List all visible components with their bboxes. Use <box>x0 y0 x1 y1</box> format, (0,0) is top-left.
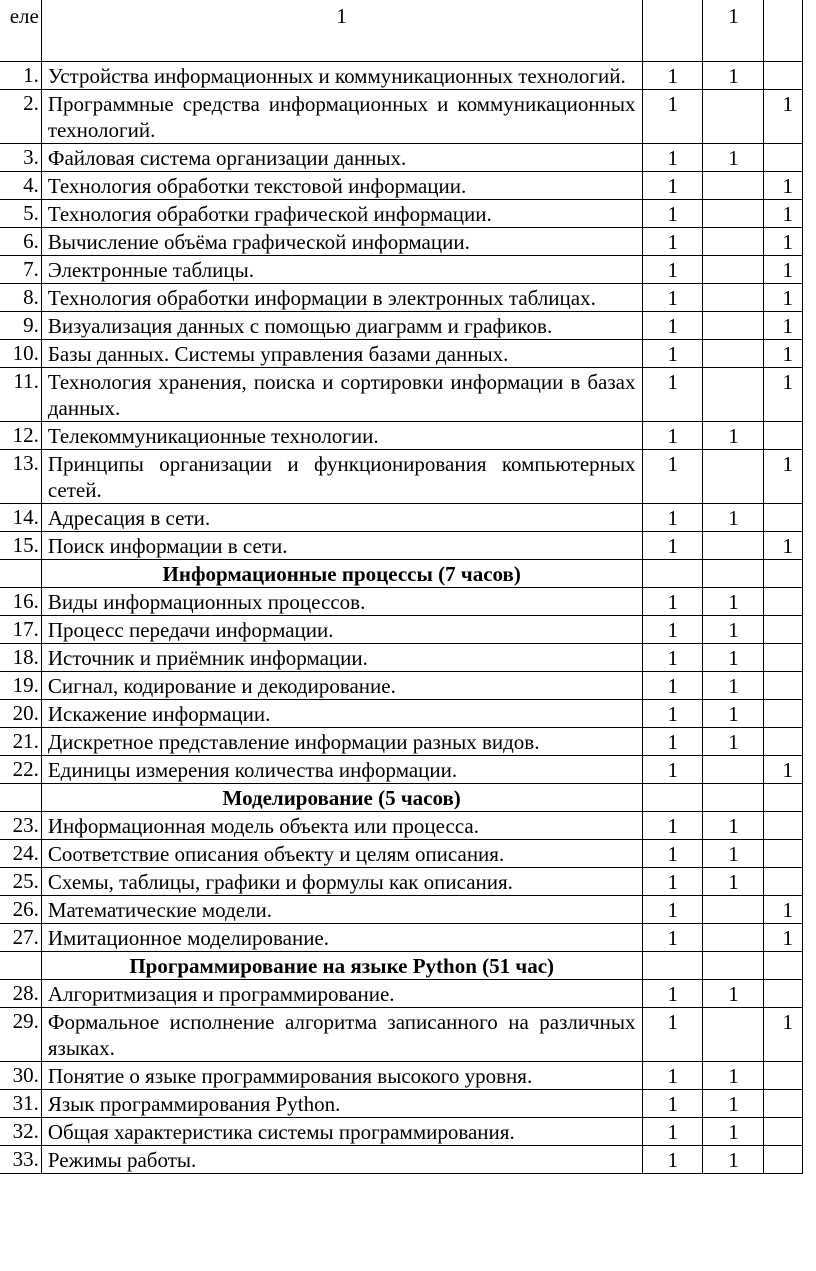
lesson-topic: Дискретное представление информации разных видов. <box>41 728 642 756</box>
hours-theory: 1 <box>703 616 764 644</box>
lesson-number: 25. <box>0 868 41 896</box>
hours-total: 1 <box>642 616 703 644</box>
hours-total: 1 <box>642 896 703 924</box>
hours-practice <box>763 62 802 90</box>
lesson-number: 33. <box>0 1146 41 1174</box>
hours-practice: 1 <box>763 256 802 284</box>
hours-theory <box>703 284 764 312</box>
lesson-topic: Соответствие описания объекту и целям описания. <box>41 840 642 868</box>
lesson-topic: Виды информационных процессов. <box>41 588 642 616</box>
table-row <box>0 172 803 200</box>
section-practice-cell <box>763 952 802 980</box>
lesson-number: 3. <box>0 144 41 172</box>
hours-practice: 1 <box>763 368 802 422</box>
table-row <box>0 340 803 368</box>
table-row <box>0 756 803 784</box>
table-row <box>0 532 803 560</box>
hours-practice: 1 <box>763 450 802 504</box>
hours-practice <box>763 588 802 616</box>
hours-practice: 1 <box>763 924 802 952</box>
lesson-topic: Режимы работы. <box>41 1146 642 1174</box>
hours-practice: 1 <box>763 312 802 340</box>
hours-theory <box>703 756 764 784</box>
hours-practice <box>763 504 802 532</box>
hours-theory: 1 <box>703 840 764 868</box>
hours-theory <box>703 200 764 228</box>
section-hours-cell <box>642 784 703 812</box>
hours-total: 1 <box>642 144 703 172</box>
hours-theory <box>703 256 764 284</box>
hours-practice: 1 <box>763 756 802 784</box>
hours-total: 1 <box>642 812 703 840</box>
table-row <box>0 1090 803 1118</box>
table-row <box>0 450 803 504</box>
hours-theory <box>703 228 764 256</box>
hours-theory: 1 <box>703 868 764 896</box>
section-row <box>0 952 803 980</box>
lesson-number: 7. <box>0 256 41 284</box>
lesson-topic: Общая характеристика системы программирования. <box>41 1118 642 1146</box>
lesson-topic: Программные средства информационных и коммуникационных технологий. <box>41 90 642 144</box>
hours-total: 1 <box>642 700 703 728</box>
table-row <box>0 368 803 422</box>
hours-practice: 1 <box>763 896 802 924</box>
table-row <box>0 616 803 644</box>
hours-total: 1 <box>642 644 703 672</box>
lesson-number: 16. <box>0 588 41 616</box>
hours-practice <box>763 1062 802 1090</box>
hours-theory: 1 <box>703 62 764 90</box>
table-row <box>0 728 803 756</box>
lesson-topic: Имитационное моделирование. <box>41 924 642 952</box>
lesson-topic: Сигнал, кодирование и декодирование. <box>41 672 642 700</box>
lesson-topic: Формальное исполнение алгоритма записанного на различных языках. <box>41 1008 642 1062</box>
hours-total: 1 <box>642 284 703 312</box>
table-row <box>0 812 803 840</box>
lesson-number: 10. <box>0 340 41 368</box>
lesson-topic: Процесс передачи информации. <box>41 616 642 644</box>
lesson-topic: Технология обработки информации в электронных таблицах. <box>41 284 642 312</box>
hours-theory <box>703 172 764 200</box>
lesson-number: 2. <box>0 90 41 144</box>
hours-theory: 1 <box>703 728 764 756</box>
lesson-number: 15. <box>0 532 41 560</box>
hours-practice <box>763 728 802 756</box>
section-title: Программирование на языке Python (51 час) <box>41 952 642 980</box>
hours-theory: 1 <box>703 812 764 840</box>
hours-practice <box>763 144 802 172</box>
hours-practice: 1 <box>763 532 802 560</box>
lesson-number: 21. <box>0 728 41 756</box>
table-row <box>0 62 803 90</box>
header-number-cell: еле <box>0 0 41 62</box>
lesson-topic: Единицы измерения количества информации. <box>41 756 642 784</box>
table-row <box>0 90 803 144</box>
hours-total: 1 <box>642 368 703 422</box>
lesson-topic: Информационная модель объекта или процесса. <box>41 812 642 840</box>
lesson-number: 19. <box>0 672 41 700</box>
hours-total: 1 <box>642 200 703 228</box>
hours-practice <box>763 616 802 644</box>
hours-practice <box>763 422 802 450</box>
table-row <box>0 144 803 172</box>
hours-practice <box>763 980 802 1008</box>
section-practice-cell <box>763 784 802 812</box>
hours-total: 1 <box>642 256 703 284</box>
hours-total: 1 <box>642 756 703 784</box>
hours-theory: 1 <box>703 504 764 532</box>
lesson-number: 8. <box>0 284 41 312</box>
lesson-topic: Электронные таблицы. <box>41 256 642 284</box>
section-theory-cell <box>703 952 764 980</box>
lesson-topic: Поиск информации в сети. <box>41 532 642 560</box>
hours-theory <box>703 340 764 368</box>
hours-practice <box>763 672 802 700</box>
lesson-number: 12. <box>0 422 41 450</box>
hours-total: 1 <box>642 450 703 504</box>
lesson-topic: Визуализация данных с помощью диаграмм и графиков. <box>41 312 642 340</box>
hours-total: 1 <box>642 868 703 896</box>
hours-total: 1 <box>642 228 703 256</box>
lesson-number: 23. <box>0 812 41 840</box>
table-header-row <box>0 0 803 62</box>
hours-practice: 1 <box>763 228 802 256</box>
lesson-topic: Технология обработки графической информации. <box>41 200 642 228</box>
hours-theory: 1 <box>703 700 764 728</box>
hours-practice <box>763 1146 802 1174</box>
hours-total: 1 <box>642 1090 703 1118</box>
table-row <box>0 840 803 868</box>
hours-practice: 1 <box>763 1008 802 1062</box>
table-row <box>0 588 803 616</box>
table-row <box>0 284 803 312</box>
section-row <box>0 784 803 812</box>
header-theory-cell: 1 <box>703 0 764 62</box>
lesson-topic: Алгоритмизация и программирование. <box>41 980 642 1008</box>
table-row <box>0 312 803 340</box>
hours-total: 1 <box>642 532 703 560</box>
lesson-topic: Вычисление объёма графической информации. <box>41 228 642 256</box>
table-row <box>0 256 803 284</box>
hours-theory: 1 <box>703 588 764 616</box>
table-row <box>0 896 803 924</box>
hours-theory: 1 <box>703 144 764 172</box>
lesson-number: 24. <box>0 840 41 868</box>
lesson-number: 17. <box>0 616 41 644</box>
lesson-number: 13. <box>0 450 41 504</box>
section-hours-cell <box>642 952 703 980</box>
table-row <box>0 1146 803 1174</box>
hours-theory: 1 <box>703 1062 764 1090</box>
lesson-number: 27. <box>0 924 41 952</box>
hours-theory <box>703 90 764 144</box>
section-number-cell <box>0 784 41 812</box>
lesson-number: 9. <box>0 312 41 340</box>
lesson-number: 6. <box>0 228 41 256</box>
hours-total: 1 <box>642 172 703 200</box>
hours-practice <box>763 700 802 728</box>
hours-total: 1 <box>642 62 703 90</box>
hours-theory <box>703 450 764 504</box>
hours-total: 1 <box>642 924 703 952</box>
hours-total: 1 <box>642 980 703 1008</box>
section-number-cell <box>0 952 41 980</box>
hours-practice: 1 <box>763 284 802 312</box>
hours-practice: 1 <box>763 172 802 200</box>
lesson-topic: Принципы организации и функционирования компьютерных сетей. <box>41 450 642 504</box>
hours-total: 1 <box>642 504 703 532</box>
hours-total: 1 <box>642 312 703 340</box>
section-hours-cell <box>642 560 703 588</box>
lesson-topic: Язык программирования Python. <box>41 1090 642 1118</box>
table-row <box>0 868 803 896</box>
lesson-number: 22. <box>0 756 41 784</box>
hours-theory <box>703 924 764 952</box>
table-row <box>0 644 803 672</box>
hours-theory: 1 <box>703 1146 764 1174</box>
lesson-topic: Устройства информационных и коммуникационных технологий. <box>41 62 642 90</box>
hours-total: 1 <box>642 1118 703 1146</box>
lesson-number: 28. <box>0 980 41 1008</box>
hours-theory: 1 <box>703 422 764 450</box>
hours-practice <box>763 868 802 896</box>
hours-total: 1 <box>642 1008 703 1062</box>
lesson-number: 1. <box>0 62 41 90</box>
lesson-topic: Технология обработки текстовой информации. <box>41 172 642 200</box>
hours-theory <box>703 368 764 422</box>
table-row <box>0 924 803 952</box>
hours-theory: 1 <box>703 1090 764 1118</box>
hours-practice <box>763 644 802 672</box>
hours-theory: 1 <box>703 980 764 1008</box>
lesson-number: 31. <box>0 1090 41 1118</box>
hours-practice: 1 <box>763 340 802 368</box>
hours-total: 1 <box>642 340 703 368</box>
table-row <box>0 504 803 532</box>
lesson-number: 29. <box>0 1008 41 1062</box>
lesson-number: 26. <box>0 896 41 924</box>
hours-practice <box>763 1118 802 1146</box>
hours-practice <box>763 812 802 840</box>
lesson-topic: Технология хранения, поиска и сортировки информации в базах данных. <box>41 368 642 422</box>
lesson-topic: Базы данных. Системы управления базами данных. <box>41 340 642 368</box>
lesson-number: 5. <box>0 200 41 228</box>
lesson-topic: Файловая система организации данных. <box>41 144 642 172</box>
lesson-number: 20. <box>0 700 41 728</box>
lesson-topic: Математические модели. <box>41 896 642 924</box>
section-number-cell <box>0 560 41 588</box>
table-row <box>0 200 803 228</box>
hours-total: 1 <box>642 1146 703 1174</box>
header-hours-cell <box>642 0 703 62</box>
hours-total: 1 <box>642 728 703 756</box>
table-row <box>0 1062 803 1090</box>
section-practice-cell <box>763 560 802 588</box>
hours-practice: 1 <box>763 200 802 228</box>
hours-practice: 1 <box>763 90 802 144</box>
hours-total: 1 <box>642 422 703 450</box>
table-row <box>0 228 803 256</box>
lesson-topic: Понятие о языке программирования высокого уровня. <box>41 1062 642 1090</box>
table-row <box>0 672 803 700</box>
section-row <box>0 560 803 588</box>
header-topic-cell: 1 <box>41 0 642 62</box>
hours-theory <box>703 1008 764 1062</box>
lesson-number: 32. <box>0 1118 41 1146</box>
hours-theory: 1 <box>703 672 764 700</box>
hours-total: 1 <box>642 672 703 700</box>
lesson-topic: Искажение информации. <box>41 700 642 728</box>
lesson-topic: Адресация в сети. <box>41 504 642 532</box>
hours-theory <box>703 532 764 560</box>
lesson-number: 18. <box>0 644 41 672</box>
section-title: Информационные процессы (7 часов) <box>41 560 642 588</box>
lesson-number: 4. <box>0 172 41 200</box>
table-row <box>0 1118 803 1146</box>
lesson-number: 30. <box>0 1062 41 1090</box>
hours-theory <box>703 896 764 924</box>
hours-total: 1 <box>642 588 703 616</box>
table-row <box>0 1008 803 1062</box>
table-row <box>0 700 803 728</box>
hours-total: 1 <box>642 90 703 144</box>
hours-theory: 1 <box>703 644 764 672</box>
lesson-number: 11. <box>0 368 41 422</box>
lesson-topic: Телекоммуникационные технологии. <box>41 422 642 450</box>
lesson-number: 14. <box>0 504 41 532</box>
section-theory-cell <box>703 784 764 812</box>
hours-theory: 1 <box>703 1118 764 1146</box>
hours-practice <box>763 1090 802 1118</box>
hours-total: 1 <box>642 840 703 868</box>
table-row <box>0 980 803 1008</box>
lesson-topic: Источник и приёмник информации. <box>41 644 642 672</box>
table-row <box>0 422 803 450</box>
hours-practice <box>763 840 802 868</box>
section-theory-cell <box>703 560 764 588</box>
hours-total: 1 <box>642 1062 703 1090</box>
lesson-topic: Схемы, таблицы, графики и формулы как описания. <box>41 868 642 896</box>
header-practice-cell <box>763 0 802 62</box>
hours-theory <box>703 312 764 340</box>
section-title: Моделирование (5 часов) <box>41 784 642 812</box>
